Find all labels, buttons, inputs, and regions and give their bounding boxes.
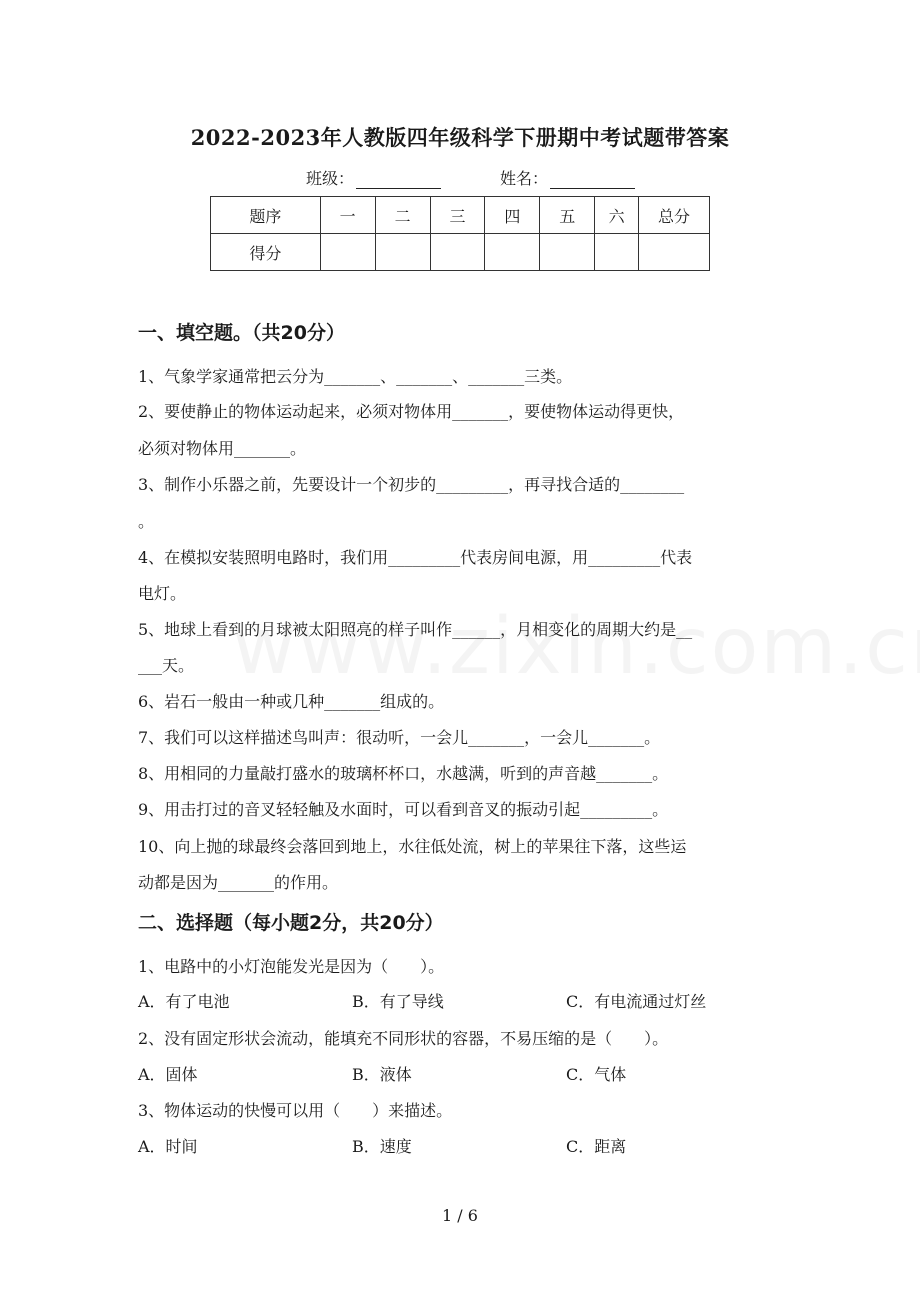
question-line: 6、岩石一般由一种或几种_______组成的。: [138, 692, 445, 711]
question-line: 。: [138, 512, 155, 531]
score-cell: [639, 234, 710, 271]
choice-option: B．有了导线: [352, 992, 444, 1011]
choice-option: C．距离: [566, 1137, 627, 1156]
score-header-cell: 题序: [211, 197, 321, 234]
score-cell: [485, 234, 540, 271]
choice-option: C．气体: [566, 1065, 627, 1084]
section-1-heading: 一、填空题。（共20分）: [138, 322, 345, 344]
choice-option: A．有了电池: [138, 992, 230, 1011]
class-label: 班级：: [306, 169, 355, 188]
question-line: 必须对物体用_______。: [138, 439, 307, 458]
score-table-score-row: [211, 234, 710, 271]
choice-option: A．时间: [138, 1137, 198, 1156]
question-line: 2、要使静止的物体运动起来，必须对物体用_______，要使物体运动得更快，: [138, 402, 685, 421]
question-line: 电灯。: [138, 584, 187, 603]
score-header-cell: 四: [485, 197, 540, 234]
question-line: 7、我们可以这样描述鸟叫声：很动听，一会儿_______，一会儿_______。: [138, 728, 661, 747]
watermark: [232, 602, 920, 692]
choice-question-stem: 2、没有固定形状会流动，能填充不同形状的容器，不易压缩的是（ ）。: [138, 1029, 669, 1048]
choice-option: A．固体: [138, 1065, 198, 1084]
score-header-cell: 一: [320, 197, 375, 234]
score-row-label: 得分: [211, 234, 321, 271]
section-2-heading: 二、选择题（每小题2分，共20分）: [138, 912, 444, 934]
score-header-cell: 三: [430, 197, 485, 234]
score-header-cell: 二: [375, 197, 430, 234]
choice-question-stem: 1、电路中的小灯泡能发光是因为（ ）。: [138, 957, 445, 976]
question-line: 3、制作小乐器之前，先要设计一个初步的_________，再寻找合适的________: [138, 475, 685, 494]
question-line: 1、气象学家通常把云分为_______、_______、_______三类。: [138, 367, 573, 386]
score-cell: [595, 234, 639, 271]
class-field: [306, 166, 441, 189]
score-header-cell: 总分: [639, 197, 710, 234]
page-number: 1 / 6: [442, 1206, 478, 1225]
question-line: 4、在模拟安装照明电路时，我们用_________代表房间电源，用_________代表: [138, 548, 693, 567]
question-line: 8、用相同的力量敲打盛水的玻璃杯杯口，水越满，听到的声音越_______。: [138, 764, 669, 783]
choice-option: B．速度: [352, 1137, 412, 1156]
score-cell: [375, 234, 430, 271]
score-header-cell: 五: [540, 197, 595, 234]
choice-question-stem: 3、物体运动的快慢可以用（ ）来描述。: [138, 1101, 453, 1120]
name-field: [500, 166, 635, 189]
question-line: 5、地球上看到的月球被太阳照亮的样子叫作______，月相变化的周期大约是__: [138, 620, 693, 639]
score-cell: [320, 234, 375, 271]
score-table-header-row: [211, 197, 710, 234]
score-header-cell: 六: [595, 197, 639, 234]
question-line: 动都是因为_______的作用。: [138, 873, 339, 892]
score-table: [210, 196, 710, 271]
name-label: 姓名：: [500, 169, 549, 188]
question-line: 9、用击打过的音叉轻轻触及水面时，可以看到音叉的振动引起_________。: [138, 800, 669, 819]
score-cell: [540, 234, 595, 271]
name-blank: [550, 170, 635, 189]
question-line: 10、向上抛的球最终会落回到地上，水往低处流，树上的苹果往下落，这些运: [138, 837, 687, 856]
score-cell: [430, 234, 485, 271]
class-blank: [356, 170, 441, 189]
page-title: 2022-2023年人教版四年级科学下册期中考试题带答案: [190, 125, 730, 150]
choice-option: C．有电流通过灯丝: [566, 992, 707, 1011]
choice-option: B．液体: [352, 1065, 412, 1084]
question-line: ___天。: [138, 656, 195, 675]
